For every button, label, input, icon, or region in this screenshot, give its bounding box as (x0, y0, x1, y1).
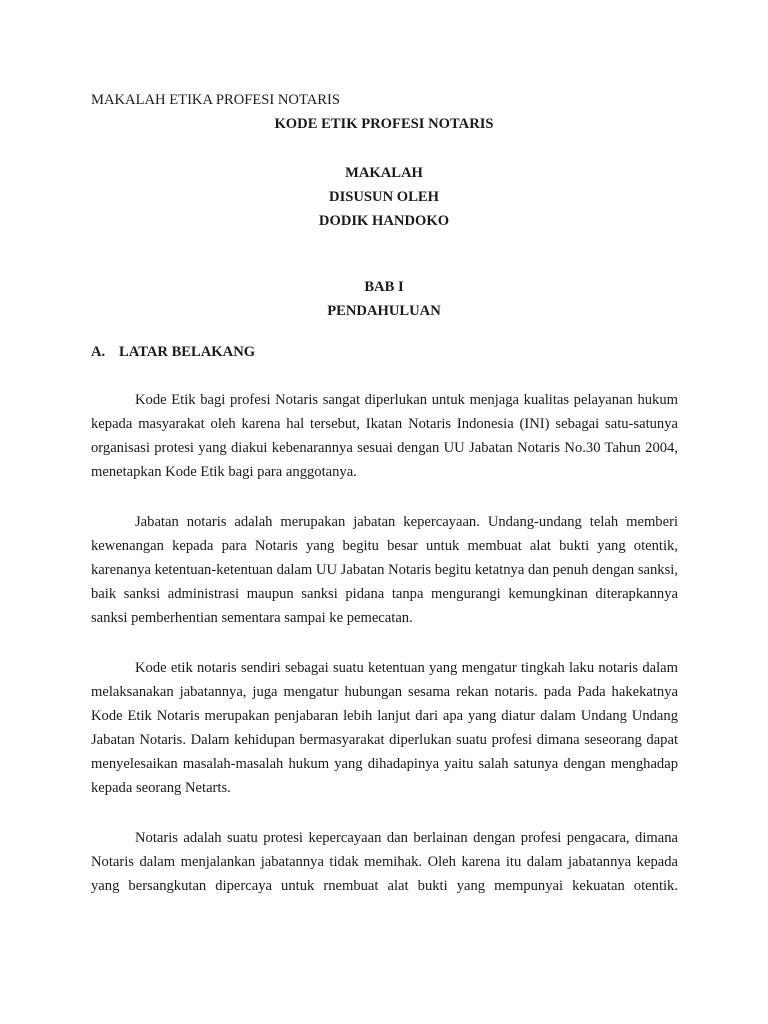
paragraph-3: Kode etik notaris sendiri sebagai suatu ketentuan yang mengatur tingkah laku notaris dalam melaksanakan jabatannya, juga mengatur hubungan sesama rekan notaris. pada Pada hakekatnya Kode Etik Notaris merupakan penjabaran lebih lanjut dari apa yang diatur dalam Undang Undang Jabatan Notaris. Dalam kehidupan bermasyarakat diperlukan suatu profesi dimana seseorang dapat menyelesaikan masalah-masalah hukum yang dihadapinya yaitu salah satunya dengan menghadap kepada seorang Netarts. (91, 660, 678, 796)
chapter-number: BAB I (364, 279, 404, 295)
document-title: MAKALAH ETIKA PROFESI NOTARIS (91, 92, 340, 108)
paragraph-4: Notaris adalah suatu protesi kepercayaan dan berlainan dengan profesi pengacara, dimana Notaris dalam menjalankan jabatannya tidak memihak. Oleh karena itu dalam jabatannya kepada yang bersangkutan dipercaya untuk rnembuat alat bukti yang mempunyai kekuatan otentik. (91, 830, 678, 894)
paragraph-1: Kode Etik bagi profesi Notaris sangat diperlukan untuk menjaga kualitas pelayanan hukum kepada masyarakat oleh karena hal tersebut, Ikatan Notaris Indonesia (INI) sebagai satu-satunya organisasi protesi yang diakui kebenarannya sesuai dengan UU Jabatan Notaris No.30 Tahun 2004, menetapkan Kode Etik bagi para anggotanya. (91, 392, 678, 480)
author-name: DODIK HANDOKO (318, 213, 450, 229)
chapter-title: PENDAHULUAN (327, 303, 441, 319)
makalah-label: MAKALAH (345, 165, 423, 181)
disusun-oleh-label: DISUSUN OLEH (329, 189, 439, 205)
section-number: A. (91, 344, 106, 360)
paragraph-2: Jabatan notaris adalah merupakan jabatan kepercayaan. Undang-undang telah memberi kewenangan kepada para Notaris yang begitu besar untuk membuat alat bukti yang otentik, karenanya ketentuan-ketentuan dalam UU Jabatan Notaris begitu ketatnya dan penuh dengan sanksi, baik sanksi administrasi maupun sanksi pidana tanpa mengurangi kemungkinan diterapkannya sanksi pemberhentian sementara sampai ke pemecatan. (91, 514, 678, 626)
section-title: LATAR BELAKANG (119, 344, 256, 360)
section-heading (91, 343, 255, 361)
document-subtitle: KODE ETIK PROFESI NOTARIS (274, 116, 494, 132)
